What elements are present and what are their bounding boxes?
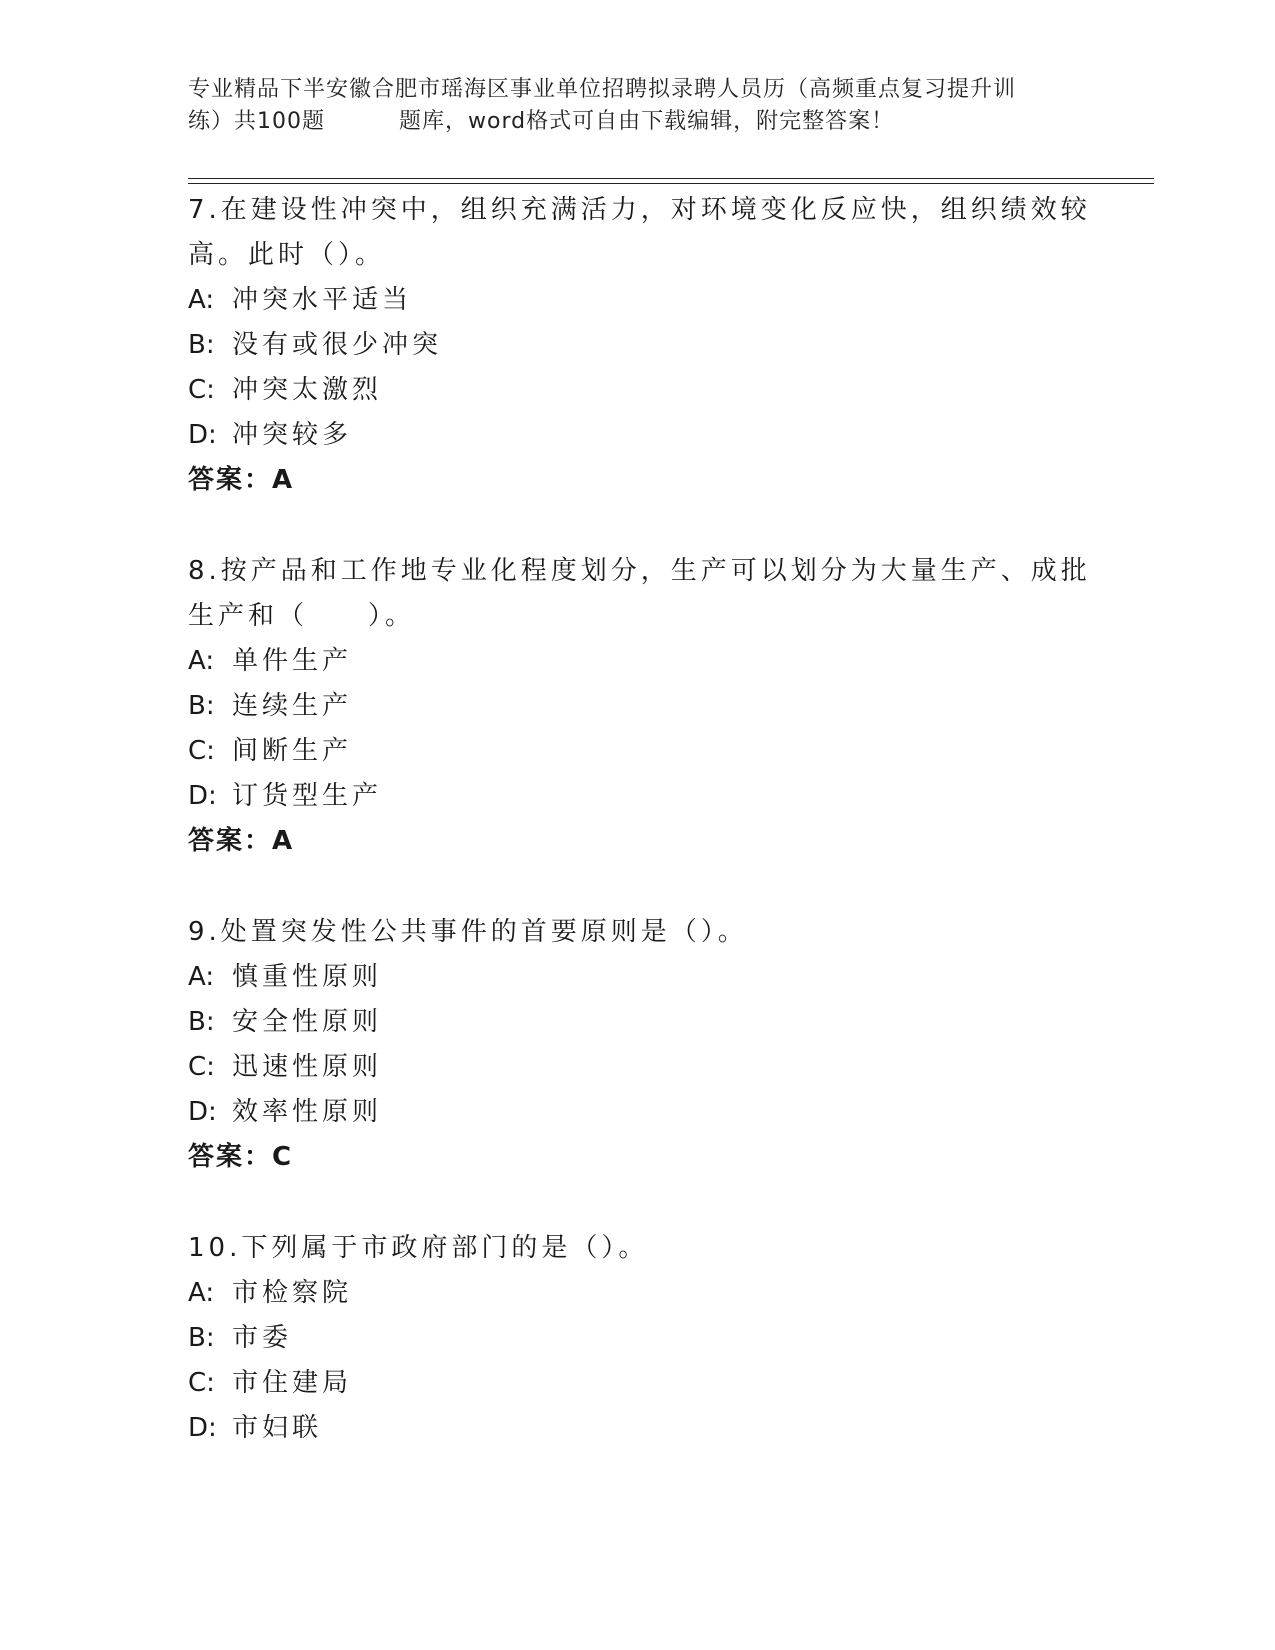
answer: 答案：A	[188, 465, 295, 495]
option-text: 市检察院	[232, 1278, 353, 1308]
question-text	[188, 188, 1091, 278]
option-text: 间断生产	[232, 736, 353, 766]
option-text: 安全性原则	[232, 1007, 383, 1037]
question-text-line: 高。此时（）。	[188, 240, 386, 270]
option-c	[188, 729, 1088, 774]
option-key: C:	[188, 1368, 215, 1398]
option-text: 市住建局	[232, 1368, 353, 1398]
option-key: A:	[188, 285, 215, 315]
answer: 答案：A	[188, 826, 295, 856]
question-text	[188, 549, 1091, 639]
question-text	[188, 1226, 1088, 1271]
option-text: 连续生产	[232, 691, 353, 721]
option-key: B:	[188, 691, 215, 721]
question-text-line: 生产和（ ）。	[188, 601, 416, 631]
header-line-2	[188, 106, 1088, 138]
option-key: B:	[188, 1323, 215, 1353]
option-text: 没有或很少冲突	[232, 330, 443, 360]
option-key: D:	[188, 1413, 217, 1443]
option-c	[188, 1361, 1088, 1406]
question-text-line: 7.在建设性冲突中，组织充满活力，对环境变化反应快，组织绩效较	[188, 195, 1091, 225]
question-text-line: 10.下列属于市政府部门的是（）。	[188, 1233, 649, 1263]
question-7	[188, 188, 1091, 503]
option-text: 迅速性原则	[232, 1052, 383, 1082]
question-10	[188, 1226, 1088, 1451]
option-key: C:	[188, 375, 215, 405]
option-d	[188, 1406, 1088, 1451]
option-text: 慎重性原则	[232, 962, 383, 992]
question-9	[188, 910, 1088, 1180]
option-key: D:	[188, 1097, 217, 1127]
option-b	[188, 323, 1088, 368]
question-text-line: 9.处置突发性公共事件的首要原则是（）。	[188, 917, 748, 947]
header-line-2-part-a: 练）共100题	[188, 109, 325, 134]
option-text: 冲突太激烈	[232, 375, 383, 405]
question-8	[188, 549, 1091, 864]
header-divider-top	[188, 178, 1154, 179]
option-key: A:	[188, 962, 215, 992]
option-key: A:	[188, 1278, 215, 1308]
option-d	[188, 774, 1088, 819]
option-d	[188, 1090, 1088, 1135]
option-b	[188, 1000, 1088, 1045]
option-text: 市委	[232, 1323, 293, 1353]
option-a	[188, 639, 1088, 684]
option-a	[188, 1271, 1088, 1316]
option-text: 订货型生产	[232, 781, 383, 811]
document-header	[188, 74, 1088, 138]
option-key: B:	[188, 1007, 215, 1037]
option-key: D:	[188, 781, 217, 811]
option-text: 冲突较多	[232, 420, 353, 450]
option-b	[188, 684, 1088, 729]
header-divider-bottom	[188, 183, 1154, 184]
header-line-2-part-b: 题库，word格式可自由下载编辑，附完整答案！	[399, 109, 895, 134]
question-text	[188, 910, 1088, 955]
header-line-1: 专业精品下半安徽合肥市瑶海区事业单位招聘拟录聘人员历（高频重点复习提升训	[188, 77, 1017, 102]
option-d	[188, 413, 1088, 458]
option-b	[188, 1316, 1088, 1361]
option-key: C:	[188, 736, 215, 766]
option-c	[188, 368, 1088, 413]
option-key: D:	[188, 420, 217, 450]
option-a	[188, 278, 1088, 323]
option-c	[188, 1045, 1088, 1090]
option-key: C:	[188, 1052, 215, 1082]
option-text: 效率性原则	[232, 1097, 383, 1127]
question-text-line: 8.按产品和工作地专业化程度划分，生产可以划分为大量生产、成批	[188, 556, 1091, 586]
option-text: 单件生产	[232, 646, 353, 676]
option-key: A:	[188, 646, 215, 676]
option-key: B:	[188, 330, 215, 360]
option-text: 冲突水平适当	[232, 285, 413, 315]
option-text: 市妇联	[232, 1413, 323, 1443]
question-list	[188, 188, 1091, 1451]
option-a	[188, 955, 1088, 1000]
answer: 答案：C	[188, 1142, 294, 1172]
